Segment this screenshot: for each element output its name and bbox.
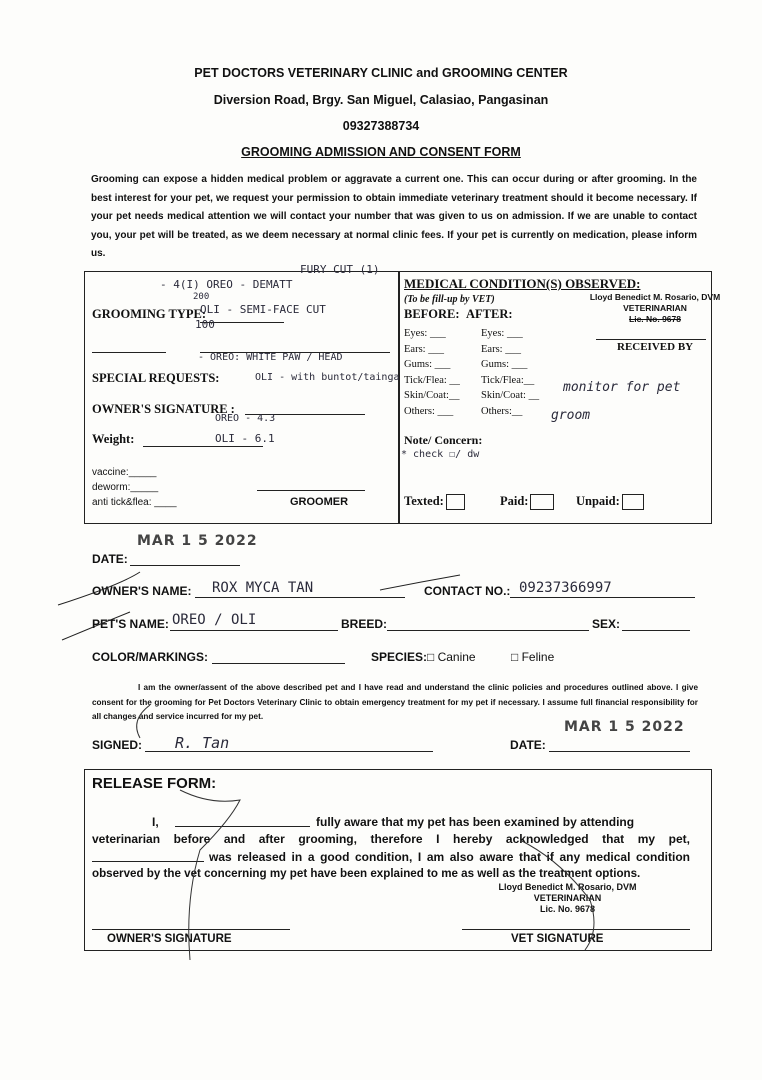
- form-title: GROOMING ADMISSION AND CONSENT FORM: [241, 145, 521, 159]
- medical-title: MEDICAL CONDITION(S) OBSERVED:: [404, 276, 641, 291]
- consent-date-label: DATE:: [510, 738, 546, 752]
- hw-line2a: 200: [193, 292, 210, 302]
- deworm-label: deworm:_____: [92, 482, 159, 493]
- hw-weight2: OLI - 6.1: [215, 432, 275, 445]
- owner-signature-label: OWNER'S SIGNATURE :: [92, 402, 235, 416]
- hw-groom: groom: [551, 408, 591, 423]
- contact-value: 09237366997: [519, 580, 612, 596]
- hw-line3: 100: [195, 318, 215, 331]
- consent-date-stamp: MAR 1 5 2022: [564, 719, 685, 735]
- species-label: SPECIES:: [371, 650, 428, 664]
- texted-field[interactable]: Texted:: [404, 494, 465, 510]
- hw-monitor: monitor for pet: [563, 380, 681, 395]
- medical-subtitle: (To be fill-up by VET): [404, 294, 495, 305]
- grooming-type-label: GROOMING TYPE:: [92, 307, 207, 321]
- paid-field[interactable]: Paid:: [500, 494, 554, 510]
- date-label: DATE:: [92, 552, 128, 566]
- pet-name-value: OREO / OLI: [172, 612, 257, 628]
- release-i: I,: [152, 815, 159, 829]
- hw-fury-cut: FURY CUT (1): [300, 263, 380, 276]
- vet-signature-caption: VET SIGNATURE: [511, 933, 604, 945]
- intro-paragraph: Grooming can expose a hidden medical problem or aggravate a current one. This can occur during or after grooming. In the best interest for your pet, we request your permission to obtain immediate veterinary treatment should it become necessary. If your pet needs medical attention we will contact your number that was given to us on admission. If we are unable to contact you, your pet will be treated, as we deem necessary at normal clinic fees. If your pet is currently on medication, please inform us.: [91, 174, 697, 259]
- feline-checkbox[interactable]: □ Feline: [511, 650, 555, 664]
- release-line4: observed by the vet concerning my pet have been explained to me as well as the treatment options.: [92, 867, 641, 880]
- weight-label: Weight:: [92, 432, 135, 446]
- color-label: COLOR/MARKINGS:: [92, 650, 208, 664]
- canine-checkbox[interactable]: □ Canine: [427, 650, 476, 664]
- received-by-label: RECEIVED BY: [617, 341, 694, 353]
- vet-stamp-bottom: Lloyd Benedict M. Rosario, DVM VETERINARIAN Lic. No. 9678: [498, 882, 637, 914]
- hw-note: * check ☐/ dw: [401, 449, 480, 460]
- consent-text: I am the owner/assent of the above described pet and I have read and understand the clinic policies and procedures outlined above. I give consent for the grooming for Pet Doctors Veterinary Clinic to obtain emergency treatment for my pet if necessary. I assume full financial responsibility for all changes and service incurred for my pet.: [92, 683, 698, 721]
- date-stamp: MAR 1 5 2022: [137, 533, 258, 549]
- vet-stamp-top: Lloyd Benedict M. Rosario, DVM VETERINARIAN Lic. No. 9678: [589, 292, 721, 324]
- clinic-name: PET DOCTORS VETERINARY CLINIC and GROOMING CENTER: [194, 66, 568, 80]
- clinic-phone: 09327388734: [342, 119, 420, 133]
- release-line3: was released in a good condition, I am also aware that if any medical condition: [209, 850, 690, 864]
- hw-weight1: OREO - 4.3: [215, 413, 276, 424]
- signed-label: SIGNED:: [92, 738, 143, 752]
- unpaid-field[interactable]: Unpaid:: [576, 494, 644, 510]
- hw-special: OLI - with buntot/tainga: [255, 372, 400, 383]
- release-line2: veterinarian before and after grooming, therefore I hereby acknowledged that my pet,: [92, 832, 690, 846]
- owner-name-label: OWNER'S NAME:: [92, 584, 192, 598]
- hw-line2b: OLI - SEMI-FACE CUT: [200, 303, 326, 316]
- hw-line4: - OREO: WHITE PAW / HEAD: [198, 352, 343, 363]
- before-label: BEFORE:: [404, 307, 460, 321]
- release-line1: fully aware that my pet has been examined by attending: [316, 815, 635, 829]
- anti-tick-label: anti tick&flea: ____: [92, 497, 177, 508]
- after-rows: Eyes: ___ Ears: ___ Gums: ___ Tick/Flea:__ Skin/Coat: __ Others:__: [481, 328, 540, 417]
- signed-value: R. Tan: [175, 734, 230, 752]
- clinic-address: Diversion Road, Brgy. San Miguel, Calasiao, Pangasinan: [213, 93, 549, 107]
- special-requests-label: SPECIAL REQUESTS:: [92, 371, 220, 385]
- hw-line1: - 4(I) OREO - DEMATT: [160, 278, 293, 291]
- note-label: Note/ Concern:: [404, 433, 483, 447]
- before-rows: Eyes: ___ Ears: ___ Gums: ___ Tick/Flea: __ Skin/Coat:__ Others: ___: [404, 328, 460, 417]
- sex-label: SEX:: [592, 617, 621, 631]
- vaccine-label: vaccine:_____: [92, 467, 157, 478]
- after-label: AFTER:: [466, 307, 513, 321]
- breed-label: BREED:: [341, 617, 388, 631]
- release-title: RELEASE FORM:: [92, 775, 217, 792]
- groomer-label: GROOMER: [290, 496, 349, 508]
- pet-name-label: PET'S NAME:: [92, 617, 169, 631]
- contact-label: CONTACT NO.:: [424, 584, 511, 598]
- owner-signature-caption: OWNER'S SIGNATURE: [107, 933, 232, 945]
- owner-name-value: ROX MYCA TAN: [212, 580, 314, 596]
